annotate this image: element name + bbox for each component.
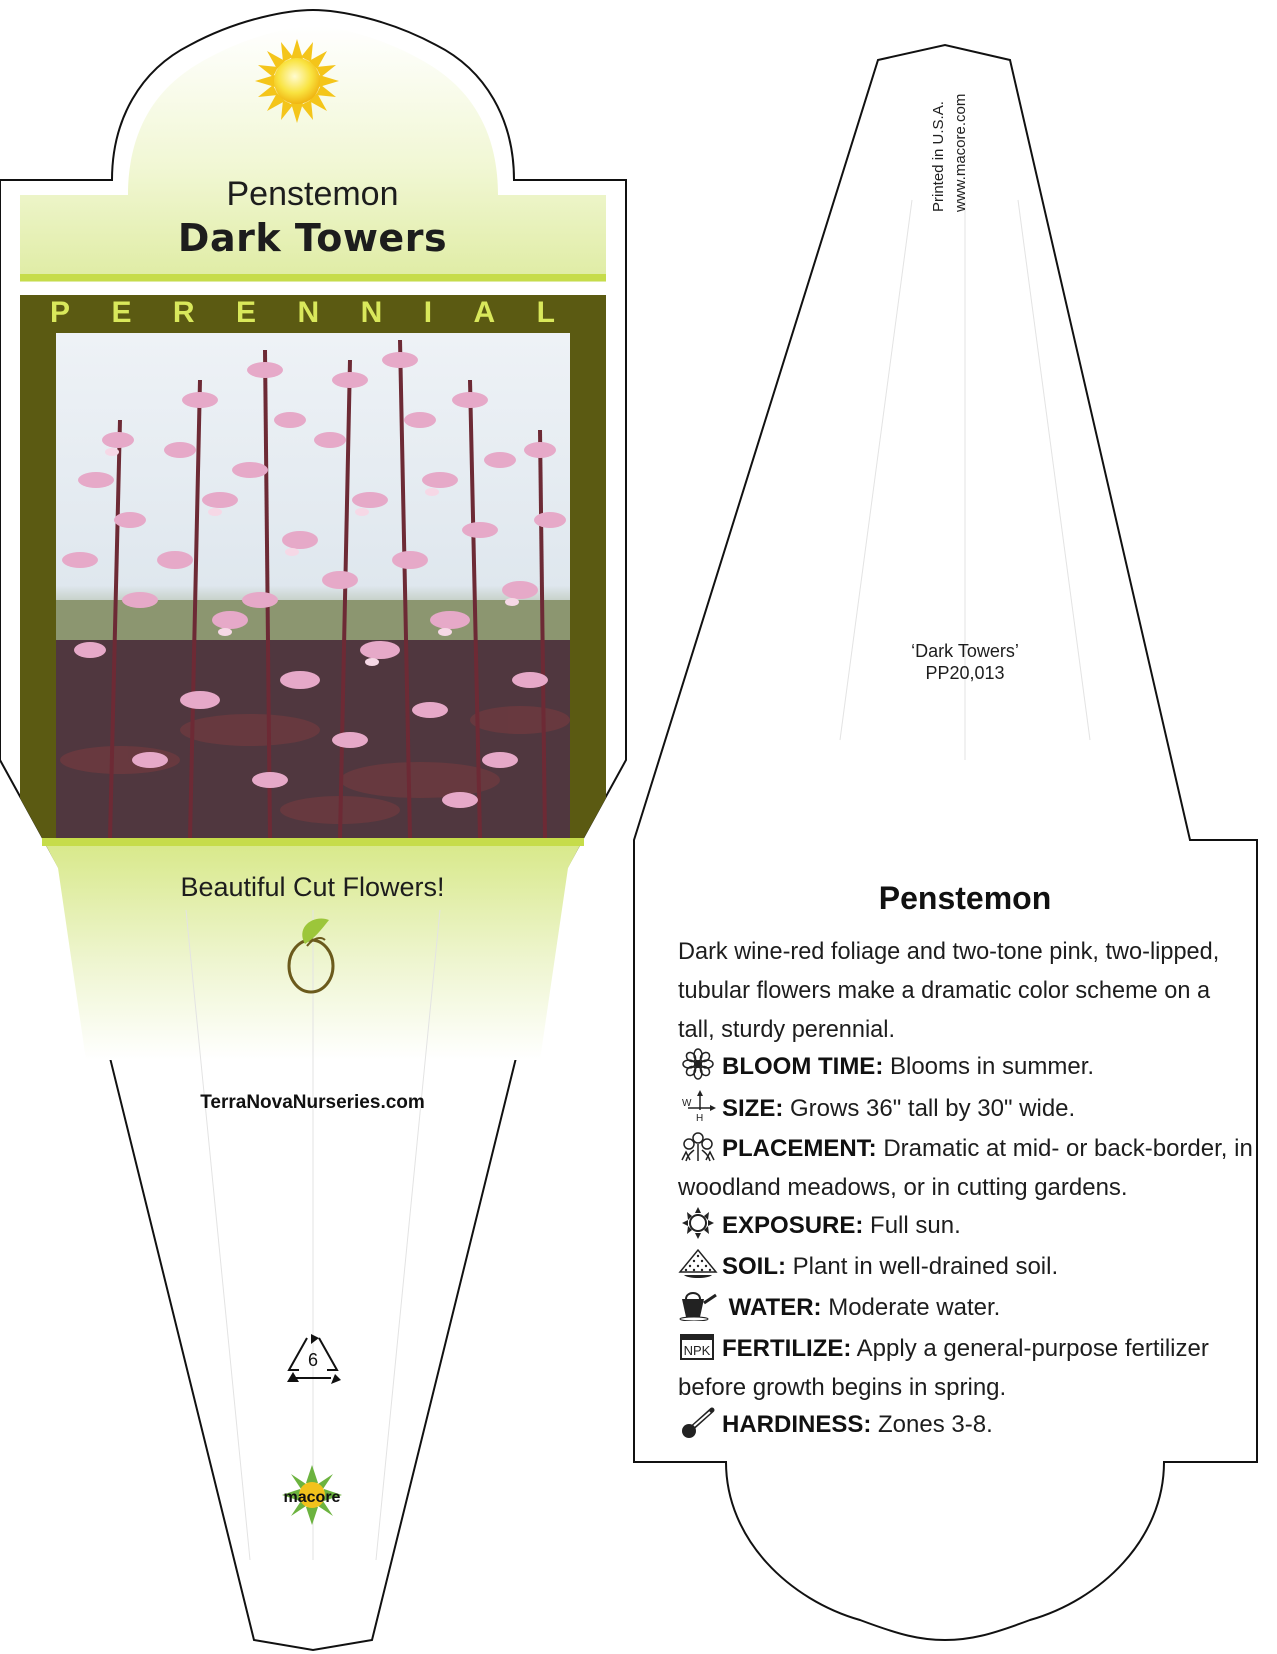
attribute-size xyxy=(678,1089,1268,1128)
attribute-text: Plant in well-drained soil. xyxy=(792,1253,1059,1280)
website-link[interactable]: TerraNovaNurseries.com xyxy=(200,1092,425,1113)
tagline: Beautiful Cut Flowers! xyxy=(180,872,445,902)
printed-info xyxy=(930,40,988,220)
attribute-label: WATER: xyxy=(728,1294,822,1321)
bloom-flower-icon xyxy=(678,1048,718,1080)
attribute-fertilize xyxy=(678,1329,1268,1407)
size-icon-h: H xyxy=(696,1113,704,1122)
attribute-text: Zones 3-8. xyxy=(878,1411,993,1438)
attribute-text: Blooms in summer. xyxy=(889,1053,1095,1080)
attribute-label: FERTILIZE: xyxy=(722,1335,852,1362)
variety-patent xyxy=(870,640,1060,684)
attribute-water xyxy=(678,1288,1268,1327)
description: Dark wine-red foliage and two-tone pink, two-lipped, tubular flowers make a dramatic color scheme on a tall, sturdy perennial. xyxy=(678,938,1220,1043)
category-letter: N xyxy=(360,296,383,329)
printer-url[interactable]: www.macore.com xyxy=(952,93,969,212)
placement-plants-icon xyxy=(678,1130,718,1162)
attribute-label: EXPOSURE: xyxy=(722,1212,864,1239)
attribute-exposure xyxy=(678,1206,1268,1245)
attribute-label: SIZE: xyxy=(722,1095,784,1122)
category-letter: E xyxy=(236,296,257,329)
category-letter: P xyxy=(50,296,71,329)
thermometer-icon xyxy=(678,1406,718,1438)
attribute-hardiness xyxy=(678,1405,1268,1444)
category-letter: R xyxy=(172,296,195,329)
attribute-text: Apply a general-purpose fertilizer before growth begins in spring. xyxy=(678,1335,1209,1401)
attribute-label: BLOOM TIME: xyxy=(722,1053,884,1080)
attribute-label: HARDINESS: xyxy=(722,1411,872,1438)
size-icon-w: W xyxy=(682,1098,692,1109)
category-letter: L xyxy=(536,296,555,329)
attribute-bloom-time xyxy=(678,1047,1268,1086)
attribute-placement xyxy=(678,1129,1268,1207)
category-letter: E xyxy=(111,296,132,329)
attribute-text: Full sun. xyxy=(870,1212,961,1239)
attribute-text: Grows 36" tall by 30" wide. xyxy=(790,1095,1076,1122)
attribute-soil xyxy=(678,1247,1268,1286)
genus-title: Penstemon xyxy=(226,175,399,213)
size-arrows-icon xyxy=(678,1090,718,1122)
attribute-text: Moderate water. xyxy=(828,1294,1001,1321)
soil-pile-icon xyxy=(678,1248,718,1280)
attribute-text: Dramatic at mid- or back-border, in woodland meadows, or in cutting gardens. xyxy=(678,1135,1253,1201)
category-letter: A xyxy=(473,296,496,329)
exposure-sun-icon xyxy=(678,1207,718,1239)
attribute-label: SOIL: xyxy=(722,1253,786,1280)
category-letter: I xyxy=(423,296,433,329)
printed-in-text: Printed in U.S.A. xyxy=(930,101,947,212)
patent-number: PP20,013 xyxy=(925,663,1005,683)
recycle-number: 6 xyxy=(307,1350,318,1370)
printer-logo-text: macore xyxy=(283,1489,341,1506)
variety-title: Dark Towers xyxy=(177,216,448,260)
back-heading: Penstemon xyxy=(878,880,1052,916)
npk-fertilizer-icon xyxy=(678,1330,718,1362)
variety-name: ‘Dark Towers’ xyxy=(911,641,1019,661)
watering-can-icon xyxy=(678,1289,718,1321)
attribute-label: PLACEMENT: xyxy=(722,1135,877,1162)
npk-icon-text: NPK xyxy=(683,1343,711,1358)
category-letter: N xyxy=(297,296,320,329)
